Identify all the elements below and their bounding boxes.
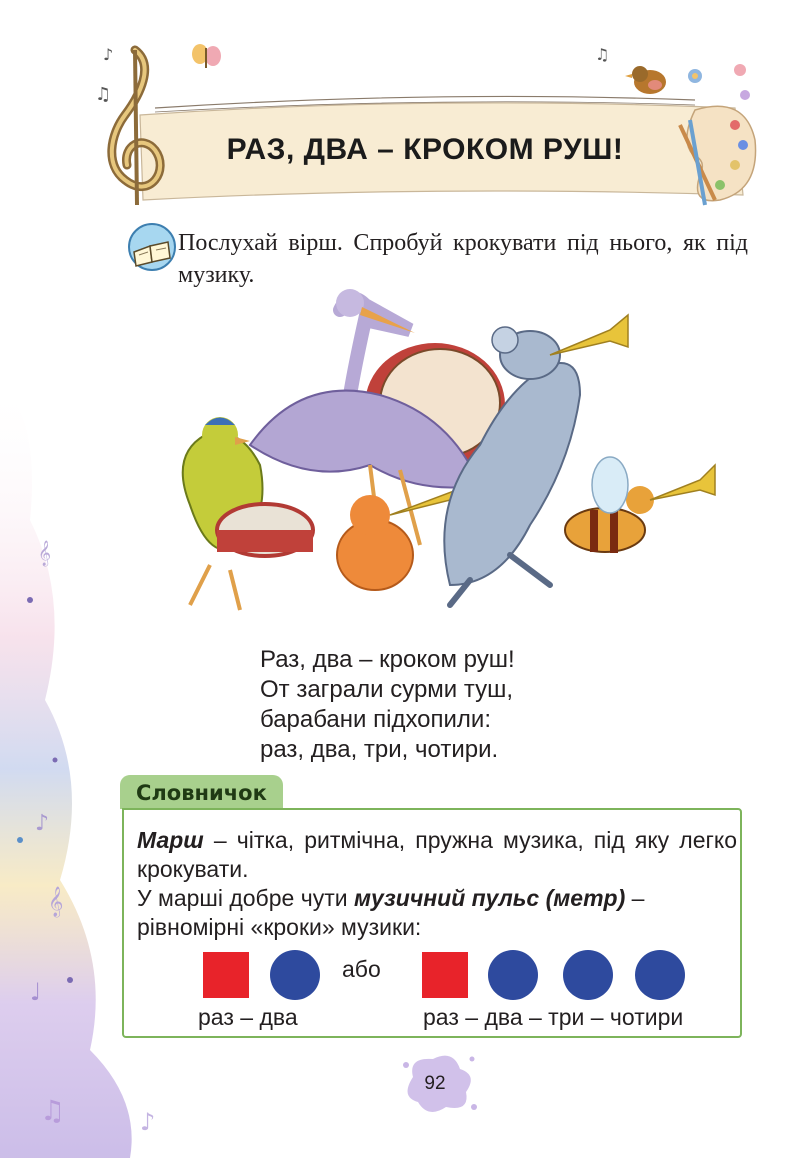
weak-beat-circle <box>635 950 685 1000</box>
svg-text:𝄞: 𝄞 <box>38 541 52 566</box>
page-number: 92 <box>424 1073 446 1094</box>
four-beat-label: раз – два – три – чотири <box>423 1004 684 1030</box>
poem-line: От заграли сурми туш, <box>260 676 514 703</box>
bird-icon <box>625 66 666 94</box>
flower-icon <box>688 64 750 100</box>
pulse-suffix: – рівномірні «кроки» музики: <box>137 885 645 940</box>
weak-beat-circle <box>270 950 320 1000</box>
two-beat-label: раз – два <box>198 1004 298 1030</box>
page-title: РАЗ, ДВА – КРОКОМ РУШ! <box>226 133 624 166</box>
reading-book-icon <box>126 222 178 272</box>
poem-line: Раз, два – кроком руш! <box>260 646 515 673</box>
svg-text:♫: ♫ <box>595 45 610 64</box>
svg-text:♪: ♪ <box>140 1108 156 1136</box>
poem-line: раз, два, три, чотири. <box>260 736 499 763</box>
marching-band-illustration <box>150 285 740 625</box>
svg-text:♩: ♩ <box>30 978 42 1006</box>
glossary-pulse-text <box>137 884 737 942</box>
svg-text:♪: ♪ <box>103 45 114 64</box>
svg-text:♫: ♫ <box>40 1094 66 1127</box>
strong-beat-square <box>422 952 468 998</box>
strong-beat-square <box>203 952 249 998</box>
poem <box>260 645 660 765</box>
svg-text:♪: ♪ <box>35 811 50 836</box>
svg-text:𝄞: 𝄞 <box>48 887 64 917</box>
glossary-term: Марш <box>137 827 204 853</box>
bee-trumpeter <box>565 457 715 553</box>
glossary-tab: Словничок <box>120 775 283 809</box>
weak-beat-circle <box>563 950 613 1000</box>
pulse-prefix: У марші добре чути <box>137 885 354 911</box>
glossary-definition <box>137 826 737 884</box>
butterfly-icon <box>192 44 221 68</box>
svg-text:♫: ♫ <box>95 84 112 105</box>
pulse-term: музичний пульс (метр) <box>353 885 626 911</box>
instruction-text: Послухай вірш. Спробуй крокувати під нього, як під музику. <box>178 230 748 288</box>
weak-beat-circle <box>488 950 538 1000</box>
title-banner <box>95 40 760 215</box>
glossary-definition-text: – чітка, ритмічна, пружна музика, під яку легко крокувати. <box>137 827 737 882</box>
poem-line: барабани підхопили: <box>260 706 491 733</box>
or-label: або <box>342 956 381 982</box>
